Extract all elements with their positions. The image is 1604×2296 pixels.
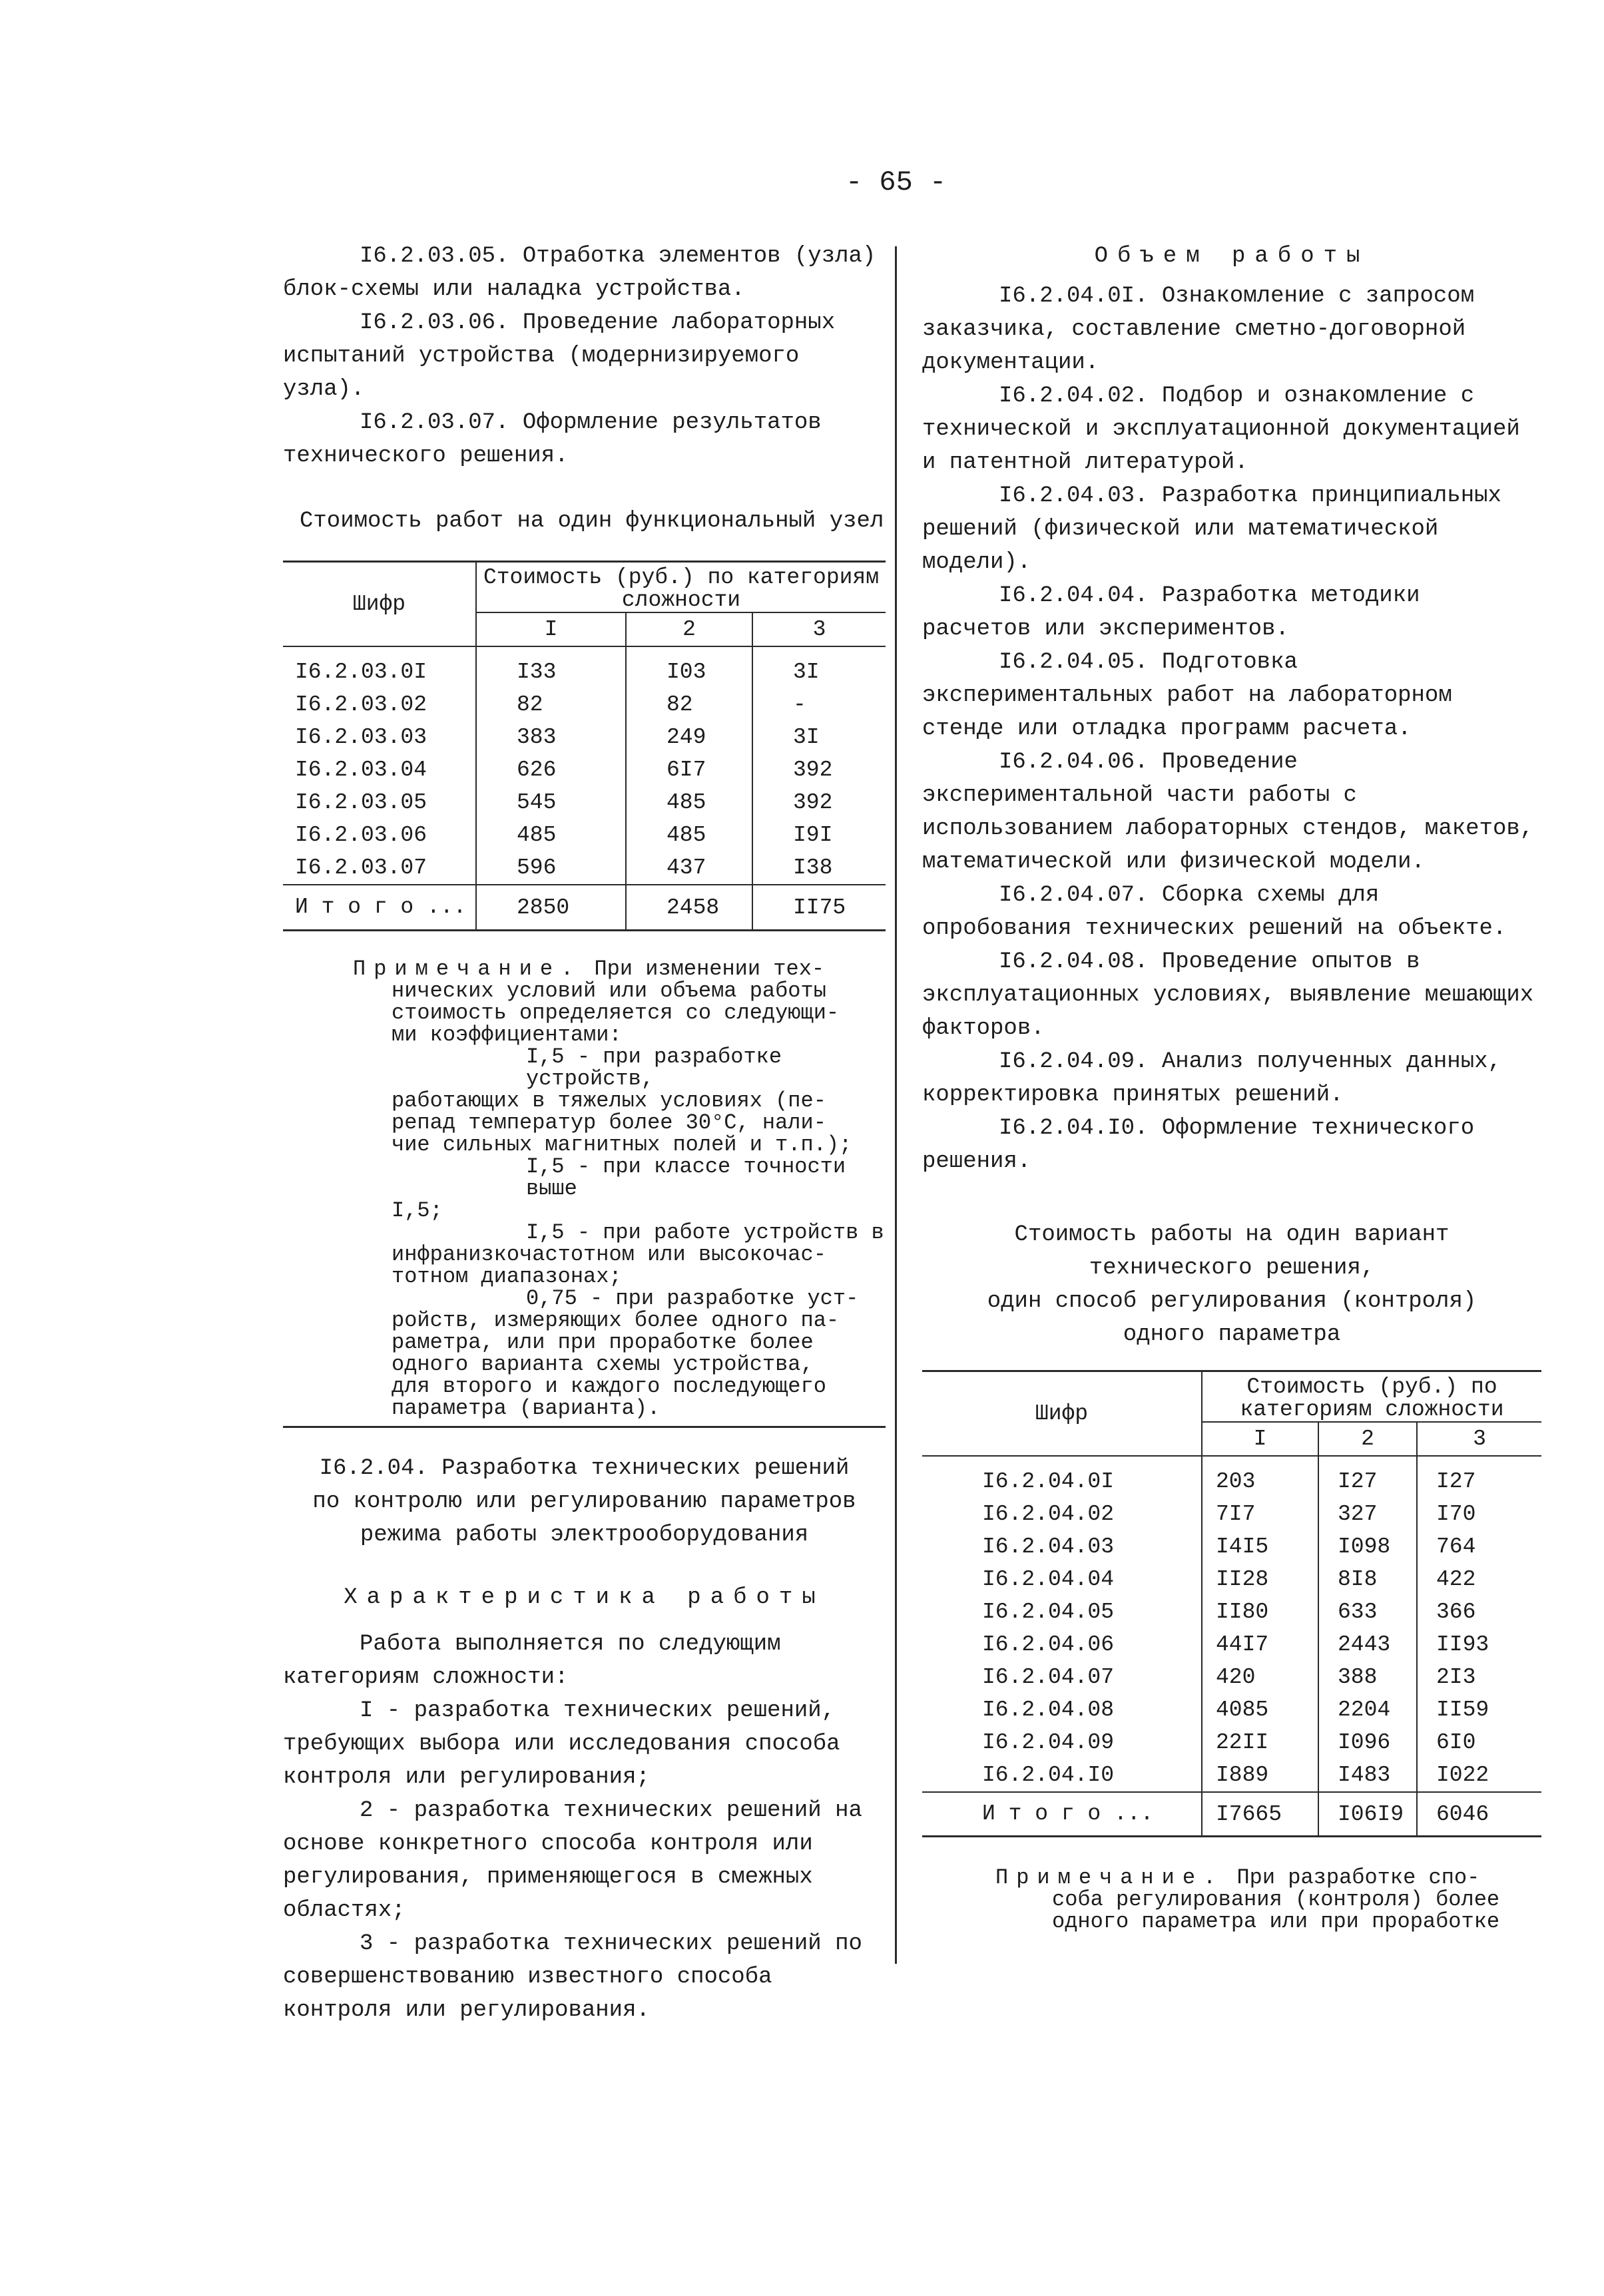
row-value: 388 (1318, 1661, 1417, 1694)
row-value: - (752, 688, 886, 721)
row-value: 82 (626, 688, 752, 721)
table1-cat-1: I (476, 612, 626, 646)
row-value: 203 (1202, 1465, 1318, 1498)
row-code: I6.2.03.05 (295, 790, 427, 815)
table-row (922, 1596, 1541, 1628)
table-row (283, 688, 886, 721)
row-value: 3I (752, 656, 886, 688)
item-16-2-03-06: I6.2.03.06. Проведение лабораторных испытаний устройства (модернизируемого узла). (283, 310, 836, 402)
row-value: II59 (1417, 1694, 1541, 1726)
item-16-2-04-03: I6.2.04.03. Разработка принципиальных решений (физической или математической модели). (922, 483, 1501, 575)
row-value: 437 (626, 851, 752, 885)
table-row (922, 1661, 1541, 1694)
section-rule (283, 1426, 886, 1428)
table2-caption-line: один способ регулирования (контроля) (987, 1289, 1477, 1314)
table-row (283, 786, 886, 819)
row-value: 2443 (1318, 1628, 1417, 1661)
row-value: I70 (1417, 1498, 1541, 1530)
characteristic-heading: Характеристика работы (344, 1585, 825, 1610)
row-value: 422 (1417, 1563, 1541, 1596)
row-value: 327 (1318, 1498, 1417, 1530)
category-desc-3: 3 - разработка технических решений по совершенствованию известного способа контроля или регулирования. (283, 1931, 862, 2023)
row-value: I38 (752, 851, 886, 885)
row-code: I6.2.03.02 (295, 692, 427, 717)
row-code: I6.2.03.07 (295, 855, 427, 880)
table-row (283, 851, 886, 885)
total-value: I06I9 (1318, 1792, 1417, 1837)
row-value: 392 (752, 786, 886, 819)
row-value: 485 (626, 786, 752, 819)
row-value: 82 (476, 688, 626, 721)
row-value: 249 (626, 721, 752, 754)
row-value: 545 (476, 786, 626, 819)
note1-lead: Примечание. (353, 957, 582, 981)
note1-line: нических условий или объема работы (392, 979, 826, 1003)
note1-line: I,5 - при разработке устройств, (526, 1044, 782, 1091)
row-value: 485 (476, 819, 626, 851)
table1-code-header: Шифр (283, 562, 476, 647)
note1-line: репад температур более 30°С, нали- (392, 1110, 826, 1135)
note1-line: ми коэффициентами: (392, 1023, 622, 1047)
table1-cat-3: 3 (752, 612, 886, 646)
table2-code-header: Шифр (922, 1371, 1202, 1457)
row-code: I6.2.04.08 (982, 1698, 1115, 1722)
row-code: I6.2.04.07 (982, 1665, 1115, 1690)
note1-line: I,5 - при работе устройств в (526, 1220, 884, 1245)
note1 (283, 958, 886, 1419)
table2-header-row (922, 1371, 1541, 1423)
row-value: I483 (1318, 1759, 1417, 1792)
note2-lead: Примечание. (995, 1865, 1224, 1890)
row-value: 626 (476, 754, 626, 786)
table2-caption-line: технического решения, (1089, 1256, 1375, 1281)
row-value: I27 (1318, 1465, 1417, 1498)
note1-line: одного варианта схемы устройства, (392, 1352, 814, 1377)
row-value: II93 (1417, 1628, 1541, 1661)
item-16-2-04-07: I6.2.04.07. Сборка схемы для опробования технических решений на объекте. (922, 883, 1507, 941)
left-column (283, 240, 886, 2027)
item-16-2-04-06: I6.2.04.06. Проведение экспериментальной части работы с использованием лабораторных стендов, макетов, математической или физической модели. (922, 750, 1534, 875)
note1-line: стоимость определяется со следующи- (392, 1001, 840, 1025)
item-16-2-04-08: I6.2.04.08. Проведение опытов в эксплуатационных условиях, выявление мешающих факторов. (922, 949, 1534, 1041)
row-value: 485 (626, 819, 752, 851)
row-value: I03 (626, 656, 752, 688)
table2-cost-header: Стоимость (руб.) по категориям сложности (1202, 1371, 1541, 1423)
right-column (922, 240, 1541, 1933)
table2-caption-line: Стоимость работы на один вариант (1014, 1222, 1450, 1248)
category-desc-1: I - разработка технических решений, требующих выбора или исследования способа контроля или регулирования; (283, 1698, 840, 1790)
note1-line: раметра, или при проработке более (392, 1330, 814, 1355)
row-code: I6.2.04.0I (982, 1469, 1115, 1494)
note1-line: I,5 - при классе точности выше (526, 1154, 846, 1201)
table-row (922, 1694, 1541, 1726)
table-row (283, 819, 886, 851)
table2-cat-3: 3 (1417, 1422, 1541, 1456)
table-row (922, 1563, 1541, 1596)
table1-cost-header: Стоимость (руб.) по категориям сложности (476, 562, 886, 613)
row-code: I6.2.04.04 (982, 1567, 1115, 1592)
row-value: 420 (1202, 1661, 1318, 1694)
row-value: 7I7 (1202, 1498, 1318, 1530)
characteristic-intro: Работа выполняется по следующим категориям сложности: (283, 1632, 781, 1690)
row-value: 6I7 (626, 754, 752, 786)
row-value: I33 (476, 656, 626, 688)
total-label: И т о г о ... (922, 1792, 1202, 1837)
note1-line: тотном диапазонах; (392, 1264, 622, 1289)
row-value: 8I8 (1318, 1563, 1417, 1596)
note2-line: одного параметра или при проработке (1052, 1909, 1500, 1934)
note1-line: При изменении тех- (594, 957, 825, 981)
row-value: 3I (752, 721, 886, 754)
note1-line: чие сильных магнитных полей и т.п.); (392, 1132, 852, 1157)
row-code: I6.2.03.06 (295, 823, 427, 847)
table1-total-row (283, 885, 886, 931)
table2-caption-line: одного параметра (1123, 1322, 1341, 1347)
table-row (922, 1465, 1541, 1498)
row-value: 2I3 (1417, 1661, 1541, 1694)
row-code: I6.2.03.03 (295, 725, 427, 750)
table-row (283, 656, 886, 688)
table1-cat-2: 2 (626, 612, 752, 646)
row-value: 764 (1417, 1530, 1541, 1563)
row-code: I6.2.04.05 (982, 1600, 1115, 1624)
row-code: I6.2.04.I0 (982, 1763, 1115, 1787)
row-code: I6.2.03.04 (295, 758, 427, 782)
note1-line: ройств, измеряющих более одного па- (392, 1308, 840, 1333)
note1-line: работающих в тяжелых условиях (пе- (392, 1088, 826, 1113)
row-value: I098 (1318, 1530, 1417, 1563)
total-value: 2458 (626, 885, 752, 931)
note2-line: соба регулирования (контроля) более (1052, 1887, 1500, 1912)
table-row (922, 1726, 1541, 1759)
total-label: И т о г о ... (283, 885, 476, 931)
note2-line: При разработке спо- (1236, 1865, 1480, 1890)
volume-heading: Объем работы (1094, 244, 1370, 269)
item-16-2-04-04: I6.2.04.04. Разработка методики расчетов или экспериментов. (922, 583, 1420, 642)
total-value: 2850 (476, 885, 626, 931)
total-value: 6046 (1417, 1792, 1541, 1837)
table2-total-row (922, 1792, 1541, 1837)
row-value: II80 (1202, 1596, 1318, 1628)
note2 (922, 1867, 1541, 1933)
row-value: 4085 (1202, 1694, 1318, 1726)
table-row (922, 1456, 1541, 1465)
row-code: I6.2.03.0I (295, 660, 427, 684)
row-value: I4I5 (1202, 1530, 1318, 1563)
row-value: II28 (1202, 1563, 1318, 1596)
row-value: I022 (1417, 1759, 1541, 1792)
item-16-2-04-09: I6.2.04.09. Анализ полученных данных, корректировка принятых решений. (922, 1049, 1501, 1108)
note1-line: 0,75 - при разработке уст- (526, 1286, 859, 1311)
item-16-2-04-05: I6.2.04.05. Подготовка экспериментальных работ на лабораторном стенде или отладка программ расчета. (922, 650, 1452, 742)
item-16-2-03-07: I6.2.03.07. Оформление результатов технического решения. (283, 410, 822, 469)
table2-cat-2: 2 (1318, 1422, 1417, 1456)
row-value: 366 (1417, 1596, 1541, 1628)
total-value: II75 (752, 885, 886, 931)
row-value: 383 (476, 721, 626, 754)
row-value: I889 (1202, 1759, 1318, 1792)
row-value: 633 (1318, 1596, 1417, 1628)
row-code: I6.2.04.09 (982, 1730, 1115, 1755)
table-row (922, 1530, 1541, 1563)
row-value: 596 (476, 851, 626, 885)
note1-line: параметра (варианта). (392, 1396, 661, 1421)
item-16-2-04-02: I6.2.04.02. Подбор и ознакомление с технической и эксплуатационной документацией и патентной литературой. (922, 383, 1520, 475)
row-value: I9I (752, 819, 886, 851)
table2-caption (922, 1218, 1541, 1351)
table-row (283, 646, 886, 656)
row-value: 2204 (1318, 1694, 1417, 1726)
row-value: 392 (752, 754, 886, 786)
item-16-2-04-01: I6.2.04.0I. Ознакомление с запросом заказчика, составление сметно-договорной документации. (922, 284, 1475, 375)
table-row (922, 1628, 1541, 1661)
table1-header-row (283, 562, 886, 613)
table2 (922, 1370, 1541, 1837)
table-row (922, 1498, 1541, 1530)
row-value: 44I7 (1202, 1628, 1318, 1661)
page-number: - 65 - (846, 166, 947, 198)
row-value: 6I0 (1417, 1726, 1541, 1759)
note1-line: инфранизкочастотном или высокочас- (392, 1242, 826, 1267)
note1-line: I,5; (392, 1198, 443, 1223)
row-value: I27 (1417, 1465, 1541, 1498)
row-code: I6.2.04.02 (982, 1502, 1115, 1526)
table-row (283, 721, 886, 754)
item-16-2-04-10: I6.2.04.I0. Оформление технического решения. (922, 1116, 1475, 1174)
total-value: I7665 (1202, 1792, 1318, 1837)
row-value: 22II (1202, 1726, 1318, 1759)
category-desc-2: 2 - разработка технических решений на основе конкретного способа контроля или регулирования, применяющегося в смежных областях; (283, 1798, 862, 1923)
table1-caption: Стоимость работ на один функциональный узел (300, 509, 884, 534)
item-16-2-03-05: I6.2.03.05. Отработка элементов (узла) блок-схемы или наладка устройства. (283, 244, 876, 302)
table1 (283, 561, 886, 931)
note1-line: для второго и каждого последующего (392, 1374, 826, 1399)
row-value: I096 (1318, 1726, 1417, 1759)
table-row (922, 1759, 1541, 1792)
row-code: I6.2.04.03 (982, 1534, 1115, 1559)
table2-cat-1: I (1202, 1422, 1318, 1456)
table-row (283, 754, 886, 786)
row-code: I6.2.04.06 (982, 1632, 1115, 1657)
column-divider (895, 246, 897, 1964)
section-title: I6.2.04. Разработка технических решений по контролю или регулированию параметров режима работы электрооборудования (312, 1456, 856, 1548)
